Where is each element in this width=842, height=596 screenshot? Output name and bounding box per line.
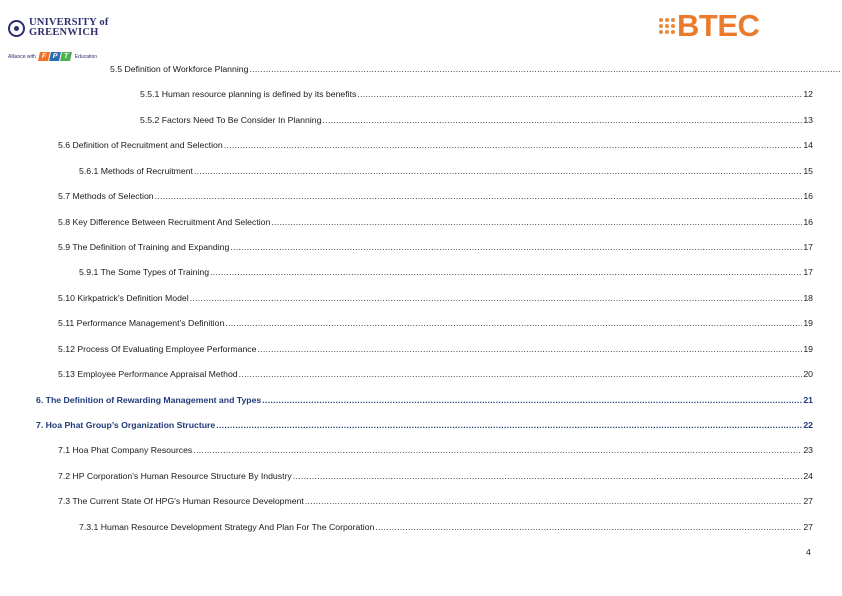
toc-entry-label: 5.7 Methods of Selection: [58, 191, 154, 201]
alliance-text: Alliance with: [8, 53, 36, 60]
toc-entry-label: 5.6.1 Methods of Recruitment: [79, 166, 193, 176]
toc-entry-page: 19: [803, 344, 813, 354]
toc-entry-label: 7.1 Hoa Phat Company Resources: [58, 445, 193, 455]
btec-dots-icon: [659, 18, 675, 34]
toc-entry[interactable]: [58, 191, 813, 202]
toc-entry[interactable]: [140, 89, 813, 100]
toc-entry-label: 5.10 Kirkpatrick’s Definition Model: [58, 293, 189, 303]
toc-entry[interactable]: [79, 522, 813, 533]
education-text: Education: [74, 53, 98, 60]
toc-entry[interactable]: [58, 140, 813, 151]
toc-entry-label: 5.11 Performance Management’s Definition: [58, 318, 225, 328]
alliance-fpt-logo: [8, 52, 97, 61]
toc-entry-page: 27: [803, 522, 813, 532]
toc-entry-page: 17: [803, 267, 813, 277]
toc-entry-label: 5.12 Process Of Evaluating Employee Performance: [58, 344, 257, 354]
toc-entry[interactable]: [58, 496, 813, 507]
toc-entry[interactable]: [79, 267, 813, 278]
toc-entry-label: 7. Hoa Phat Group’s Organization Structure: [36, 420, 216, 430]
toc-entry-label: 5.5 Definition of Workforce Planning: [110, 64, 249, 74]
toc-entry[interactable]: [58, 242, 813, 253]
toc-section-entry[interactable]: [36, 420, 813, 431]
toc-entry[interactable]: [110, 64, 842, 75]
toc-entry-page: 13: [803, 115, 813, 125]
toc-entry-page: 22: [803, 420, 813, 430]
btec-wordmark: BTEC: [677, 8, 760, 43]
toc-entry[interactable]: [58, 293, 813, 304]
btec-logo: [659, 8, 759, 44]
toc-entry-label: 7.2 HP Corporation's Human Resource Structure By Industry: [58, 471, 292, 481]
toc-entry-page: 19: [803, 318, 813, 328]
toc-entry-label: 7.3.1 Human Resource Development Strategy And Plan For The Corporation: [79, 522, 375, 532]
toc-entry[interactable]: [58, 445, 813, 456]
toc-entry-page: 23: [803, 445, 813, 455]
toc-entry-page: 27: [803, 496, 813, 506]
toc-entry[interactable]: [58, 344, 813, 355]
toc-entry[interactable]: [140, 115, 813, 126]
toc-entry[interactable]: [58, 318, 813, 329]
toc-entry-label: 5.8 Key Difference Between Recruitment And Selection: [58, 217, 271, 227]
page-number: 4: [806, 547, 811, 557]
toc-entry-label: 5.13 Employee Performance Appraisal Method: [58, 369, 238, 379]
toc-entry-label: 5.5.2 Factors Need To Be Consider In Planning: [140, 115, 322, 125]
toc-entry[interactable]: [58, 217, 813, 228]
fpt-logo-icon: [39, 52, 72, 61]
toc-entry-label: 6. The Definition of Rewarding Management and Types: [36, 395, 262, 405]
toc-entry-page: 16: [803, 191, 813, 201]
toc-entry[interactable]: [58, 471, 813, 482]
toc-entry-page: 20: [803, 369, 813, 379]
toc-entry-page: 18: [803, 293, 813, 303]
fpt-letter-p: P: [49, 52, 61, 61]
toc-entry-page: 15: [803, 166, 813, 176]
university-line1: UNIVERSITY of: [29, 17, 109, 28]
university-of-greenwich-logo: [8, 18, 109, 38]
toc-entry[interactable]: [79, 166, 813, 177]
toc-entry-label: 5.9 The Definition of Training and Expanding: [58, 242, 230, 252]
toc-section-entry[interactable]: [36, 395, 813, 406]
toc-entry-page: 14: [803, 140, 813, 150]
toc-entry-page: 21: [803, 395, 813, 405]
toc-entry[interactable]: [58, 369, 813, 380]
fpt-letter-t: T: [60, 52, 72, 61]
toc-entry-page: 12: [803, 89, 813, 99]
toc-entry-page: 16: [803, 217, 813, 227]
toc-entry-label: 5.5.1 Human resource planning is defined by its benefits: [140, 89, 357, 99]
university-line2: GREENWICH: [29, 27, 99, 38]
toc-entry-page: 17: [803, 242, 813, 252]
greenwich-crest-icon: [8, 20, 25, 37]
toc-entry-label: 7.3 The Current State Of HPG's Human Resource Development: [58, 496, 304, 506]
fpt-letter-f: F: [38, 52, 50, 61]
toc-entry-page: 24: [803, 471, 813, 481]
toc-entry-label: 5.9.1 The Some Types of Training: [79, 267, 210, 277]
toc-entry-label: 5.6 Definition of Recruitment and Selection: [58, 140, 223, 150]
